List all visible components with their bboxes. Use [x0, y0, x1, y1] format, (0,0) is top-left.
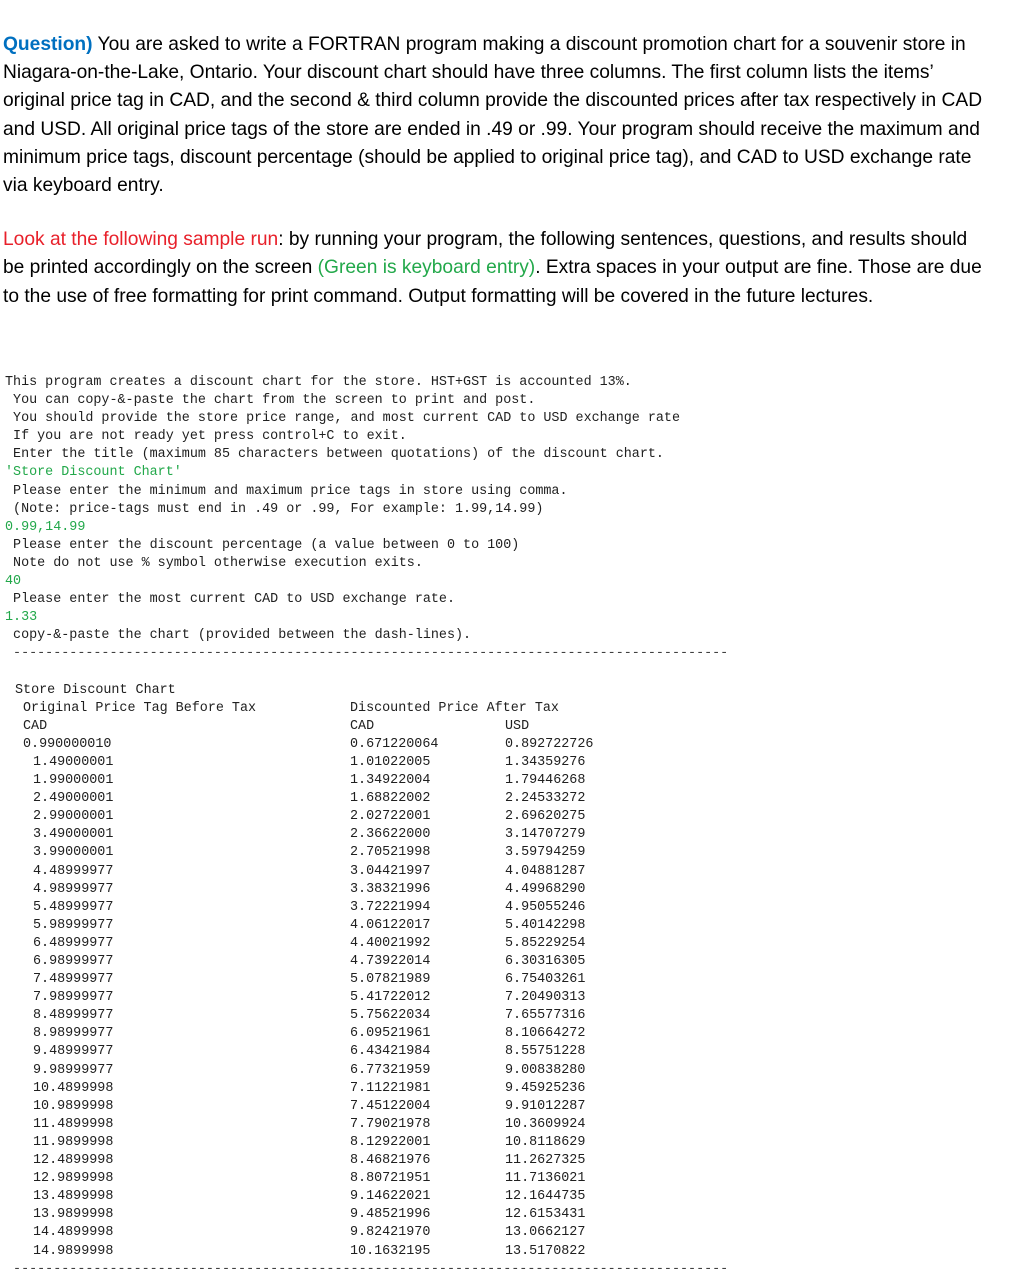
terminal-line: copy-&-paste the chart (provided between the dash-lines).	[5, 628, 472, 644]
keyboard-input-discount: 40	[5, 574, 22, 590]
cell-discounted-usd: 10.8118629	[505, 1134, 586, 1150]
cell-discounted-cad: 2.36622000	[350, 827, 431, 843]
table-row	[5, 1062, 1010, 1080]
subheader-cad-original: CAD	[23, 718, 48, 734]
cell-original-cad: 2.49000001	[33, 791, 114, 807]
cell-discounted-usd: 13.0662127	[505, 1225, 586, 1241]
cell-discounted-usd: 8.55751228	[505, 1044, 586, 1060]
sample-run-output	[5, 374, 1010, 1279]
cell-discounted-usd: 7.20490313	[505, 990, 586, 1006]
cell-discounted-usd: 12.1644735	[505, 1189, 586, 1205]
terminal-line: This program creates a discount chart for the store. HST+GST is accounted 13%.	[5, 375, 632, 390]
cell-discounted-cad: 10.1632195	[350, 1243, 431, 1259]
cell-original-cad: 13.4899998	[33, 1189, 114, 1205]
table-row	[5, 1170, 1010, 1188]
cell-original-cad: 10.9899998	[33, 1098, 114, 1114]
cell-original-cad: 11.9899998	[33, 1134, 114, 1150]
terminal-line: Enter the title (maximum 85 characters between quotations) of the discount chart.	[5, 447, 664, 463]
table-row	[5, 1134, 1010, 1152]
cell-discounted-cad: 8.46821976	[350, 1153, 431, 1169]
table-row	[5, 863, 1010, 881]
keyboard-entry-note: (Green is keyboard entry)	[317, 257, 536, 279]
cell-discounted-cad: 3.72221994	[350, 899, 431, 915]
header-discounted: Discounted Price After Tax	[350, 700, 559, 716]
cell-discounted-cad: 5.07821989	[350, 972, 431, 988]
cell-discounted-usd: 3.59794259	[505, 845, 586, 861]
cell-original-cad: 7.48999977	[33, 972, 114, 988]
cell-discounted-usd: 0.892722726	[505, 736, 594, 752]
table-row	[5, 1043, 1010, 1061]
cell-discounted-usd: 2.24533272	[505, 791, 586, 807]
cell-discounted-usd: 9.45925236	[505, 1080, 586, 1096]
keyboard-input-title: 'Store Discount Chart'	[5, 465, 182, 481]
cell-original-cad: 10.4899998	[33, 1080, 114, 1096]
cell-discounted-cad: 5.41722012	[350, 990, 431, 1006]
table-row	[5, 1206, 1010, 1224]
cell-original-cad: 6.48999977	[33, 935, 114, 951]
cell-original-cad: 9.98999977	[33, 1062, 114, 1078]
sample-run-text-a: : by running your program, the following sentences, questions, and results should be printed accordingly on the screen	[3, 229, 968, 279]
subheader-usd-discounted: USD	[505, 718, 530, 734]
cell-original-cad: 14.9899998	[33, 1243, 114, 1259]
cell-original-cad: 13.9899998	[33, 1207, 114, 1223]
cell-original-cad: 8.98999977	[33, 1026, 114, 1042]
subheader-cad-discounted: CAD	[350, 718, 375, 734]
cell-original-cad: 8.48999977	[33, 1008, 114, 1024]
table-row	[5, 1152, 1010, 1170]
cell-discounted-cad: 3.38321996	[350, 881, 431, 897]
table-row	[5, 1116, 1010, 1134]
terminal-line: If you are not ready yet press control+C to exit.	[5, 429, 407, 445]
question-label: Question)	[3, 34, 93, 55]
table-row	[5, 1080, 1010, 1098]
cell-discounted-usd: 5.40142298	[505, 917, 586, 933]
cell-discounted-usd: 13.5170822	[505, 1243, 586, 1259]
table-row	[5, 935, 1010, 953]
table-row	[5, 1224, 1010, 1242]
chart-subheader-row	[5, 718, 1010, 736]
keyboard-input-range: 0.99,14.99	[5, 519, 86, 535]
cell-original-cad: 12.4899998	[33, 1153, 114, 1169]
cell-discounted-cad: 6.09521961	[350, 1026, 431, 1042]
cell-original-cad: 4.48999977	[33, 863, 114, 879]
cell-discounted-usd: 10.3609924	[505, 1116, 586, 1132]
cell-discounted-usd: 11.7136021	[505, 1171, 586, 1187]
cell-discounted-cad: 4.06122017	[350, 917, 431, 933]
cell-discounted-usd: 4.49968290	[505, 881, 586, 897]
table-row	[5, 1188, 1010, 1206]
cell-discounted-usd: 11.2627325	[505, 1153, 586, 1169]
sample-run-paragraph	[3, 226, 993, 311]
table-row	[5, 736, 1010, 754]
cell-original-cad: 1.99000001	[33, 773, 114, 789]
cell-discounted-cad: 2.02722001	[350, 809, 431, 825]
cell-discounted-cad: 6.43421984	[350, 1044, 431, 1060]
terminal-line: You can copy-&-paste the chart from the screen to print and post.	[5, 393, 536, 409]
table-row	[5, 971, 1010, 989]
cell-discounted-cad: 5.75622034	[350, 1008, 431, 1024]
table-row	[5, 754, 1010, 772]
instructions	[3, 31, 993, 311]
chart-header-row	[5, 700, 1010, 718]
cell-discounted-usd: 5.85229254	[505, 935, 586, 951]
table-row	[5, 1243, 1010, 1261]
table-row	[5, 1098, 1010, 1116]
table-row	[5, 826, 1010, 844]
sample-run-text-b: . Extra spaces in your output are fine. Those are due to the use of free formatting for print command. Output formatting will be covered in the future lectures.	[3, 257, 982, 307]
table-row	[5, 1025, 1010, 1043]
cell-original-cad: 5.98999977	[33, 917, 114, 933]
cell-discounted-cad: 8.12922001	[350, 1134, 431, 1150]
terminal-line: Please enter the most current CAD to USD exchange rate.	[5, 592, 455, 608]
table-row	[5, 989, 1010, 1007]
table-row	[5, 844, 1010, 862]
cell-discounted-cad: 9.48521996	[350, 1207, 431, 1223]
terminal-line: (Note: price-tags must end in .49 or .99, For example: 1.99,14.99)	[5, 501, 544, 517]
cell-discounted-usd: 9.00838280	[505, 1062, 586, 1078]
table-row	[5, 772, 1010, 790]
table-row	[5, 899, 1010, 917]
keyboard-input-rate: 1.33	[5, 610, 38, 626]
cell-discounted-usd: 1.34359276	[505, 754, 586, 770]
cell-discounted-cad: 7.11221981	[350, 1080, 431, 1096]
cell-discounted-usd: 6.30316305	[505, 954, 586, 969]
cell-discounted-cad: 7.79021978	[350, 1116, 431, 1132]
cell-discounted-cad: 4.40021992	[350, 935, 431, 951]
cell-discounted-cad: 3.04421997	[350, 863, 431, 879]
cell-original-cad: 14.4899998	[33, 1225, 114, 1241]
sample-run-heading: Look at the following sample run	[3, 229, 279, 251]
cell-discounted-cad: 1.34922004	[350, 773, 431, 789]
cell-discounted-cad: 9.82421970	[350, 1225, 431, 1241]
cell-original-cad: 0.990000010	[23, 736, 112, 752]
table-row	[5, 881, 1010, 899]
cell-original-cad: 9.48999977	[33, 1044, 114, 1060]
table-row	[5, 917, 1010, 935]
cell-discounted-usd: 3.14707279	[505, 827, 586, 843]
cell-original-cad: 7.98999977	[33, 990, 114, 1006]
terminal-line: Please enter the minimum and maximum price tags in store using comma.	[5, 483, 568, 499]
question-text: You are asked to write a FORTRAN program making a discount promotion chart for a souvenir store in Niagara-on-the-Lake, Ontario. Your discount chart should have three columns. The first column lists the items’ original price tag in CAD, and the second & third column provide the discounted prices after tax respectively in CAD and USD. All original price tags of the store are ended in .49 or .99. Your program should receive the maximum and minimum price tags, discount percentage (should be applied to original price tag), and CAD to USD exchange rate via keyboard entry.	[3, 34, 983, 197]
cell-discounted-cad: 1.01022005	[350, 754, 431, 770]
terminal-line: Note do not use % symbol otherwise execution exits.	[5, 555, 423, 571]
cell-discounted-usd: 8.10664272	[505, 1026, 586, 1042]
cell-original-cad: 11.4899998	[33, 1116, 114, 1132]
header-original: Original Price Tag Before Tax	[23, 700, 257, 716]
cell-discounted-cad: 2.70521998	[350, 845, 431, 861]
cell-discounted-cad: 8.80721951	[350, 1171, 431, 1187]
cell-original-cad: 6.98999977	[33, 954, 114, 969]
cell-discounted-usd: 9.91012287	[505, 1098, 586, 1114]
table-row	[5, 790, 1010, 808]
terminal-line: You should provide the store price range, and most current CAD to USD exchange rate	[5, 411, 680, 427]
cell-discounted-cad: 4.73922014	[350, 954, 431, 969]
cell-discounted-cad: 9.14622021	[350, 1189, 431, 1205]
table-row	[5, 1007, 1010, 1025]
table-row	[5, 953, 1010, 971]
cell-discounted-usd: 6.75403261	[505, 972, 586, 988]
cell-original-cad: 4.98999977	[33, 881, 114, 897]
table-row	[5, 808, 1010, 826]
cell-original-cad: 2.99000001	[33, 809, 114, 825]
cell-original-cad: 5.48999977	[33, 899, 114, 915]
cell-discounted-usd: 12.6153431	[505, 1207, 586, 1223]
chart-rows	[5, 736, 1010, 1261]
dash-line-top: -----------------------------------------------------------------------------------------	[5, 646, 729, 662]
cell-discounted-cad: 0.671220064	[350, 736, 439, 752]
cell-discounted-usd: 4.04881287	[505, 863, 586, 879]
chart-title: Store Discount Chart	[15, 682, 176, 698]
cell-original-cad: 1.49000001	[33, 754, 114, 770]
cell-discounted-usd: 4.95055246	[505, 899, 586, 915]
cell-discounted-cad: 6.77321959	[350, 1062, 431, 1078]
cell-discounted-usd: 2.69620275	[505, 809, 586, 825]
cell-discounted-cad: 1.68822002	[350, 791, 431, 807]
cell-discounted-usd: 7.65577316	[505, 1008, 586, 1024]
cell-original-cad: 3.99000001	[33, 845, 114, 861]
cell-discounted-usd: 1.79446268	[505, 773, 586, 789]
cell-discounted-cad: 7.45122004	[350, 1098, 431, 1114]
question-paragraph	[3, 31, 993, 200]
terminal-line: Please enter the discount percentage (a value between 0 to 100)	[5, 537, 520, 553]
dash-line-bottom: -----------------------------------------------------------------------------------------	[5, 1261, 729, 1277]
cell-original-cad: 3.49000001	[33, 827, 114, 843]
cell-original-cad: 12.9899998	[33, 1171, 114, 1187]
